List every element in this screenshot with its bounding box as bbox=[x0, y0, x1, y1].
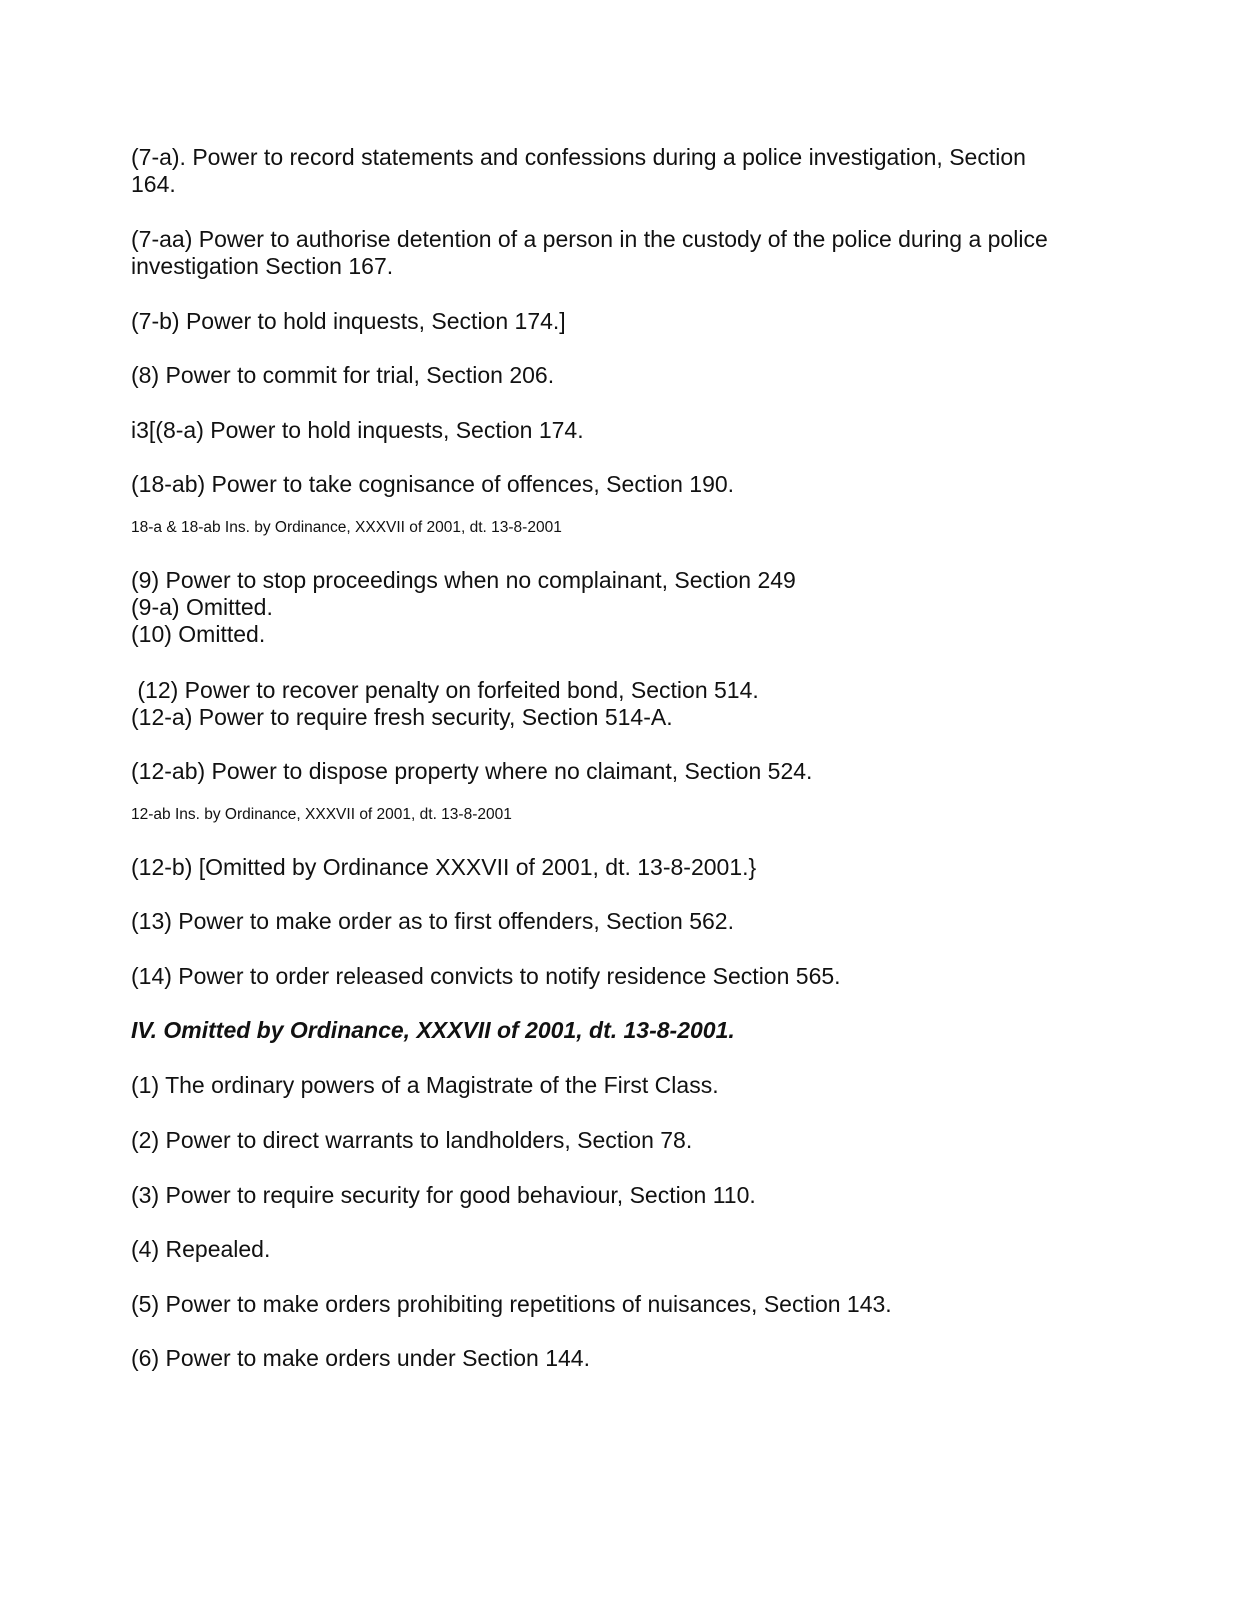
clause-13: (13) Power to make order as to first offenders, Section 562. bbox=[131, 908, 734, 934]
document-page bbox=[131, 0, 1091, 1600]
clause-8a: i3[(8-a) Power to hold inquests, Section 174. bbox=[131, 417, 584, 443]
clause-7a-line-2: 164. bbox=[131, 171, 176, 197]
item-1: (1) The ordinary powers of a Magistrate of the First Class. bbox=[131, 1072, 719, 1098]
item-4: (4) Repealed. bbox=[131, 1236, 271, 1262]
item-5: (5) Power to make orders prohibiting repetitions of nuisances, Section 143. bbox=[131, 1291, 892, 1317]
clause-10: (10) Omitted. bbox=[131, 621, 266, 647]
section-heading-iv: IV. Omitted by Ordinance, XXXVII of 2001, dt. 13-8-2001. bbox=[131, 1017, 735, 1043]
footnote-18a: 18-a & 18-ab Ins. by Ordinance, XXXVII of 2001, dt. 13-8-2001 bbox=[131, 519, 562, 536]
item-3: (3) Power to require security for good behaviour, Section 110. bbox=[131, 1182, 756, 1208]
clause-12ab: (12-ab) Power to dispose property where no claimant, Section 524. bbox=[131, 758, 813, 784]
clause-12a: (12-a) Power to require fresh security, Section 514-A. bbox=[131, 704, 673, 730]
footnote-12ab: 12-ab Ins. by Ordinance, XXXVII of 2001, dt. 13-8-2001 bbox=[131, 806, 512, 823]
clause-8: (8) Power to commit for trial, Section 206. bbox=[131, 362, 555, 388]
clause-7aa-line-1: (7-aa) Power to authorise detention of a person in the custody of the police during a police bbox=[131, 226, 1048, 252]
clause-9: (9) Power to stop proceedings when no complainant, Section 249 bbox=[131, 567, 796, 593]
item-2: (2) Power to direct warrants to landholders, Section 78. bbox=[131, 1127, 693, 1153]
clause-12: (12) Power to recover penalty on forfeited bond, Section 514. bbox=[131, 677, 759, 703]
clause-7aa-line-2: investigation Section 167. bbox=[131, 253, 394, 279]
clause-18ab: (18-ab) Power to take cognisance of offences, Section 190. bbox=[131, 471, 735, 497]
clause-7a-line-1: (7-a). Power to record statements and confessions during a police investigation, Section bbox=[131, 144, 1026, 170]
clause-9a: (9-a) Omitted. bbox=[131, 594, 273, 620]
item-6: (6) Power to make orders under Section 144. bbox=[131, 1345, 590, 1371]
clause-12b: (12-b) [Omitted by Ordinance XXXVII of 2001, dt. 13-8-2001.} bbox=[131, 854, 757, 880]
clause-7b: (7-b) Power to hold inquests, Section 174.] bbox=[131, 308, 566, 334]
clause-14: (14) Power to order released convicts to notify residence Section 565. bbox=[131, 963, 841, 989]
